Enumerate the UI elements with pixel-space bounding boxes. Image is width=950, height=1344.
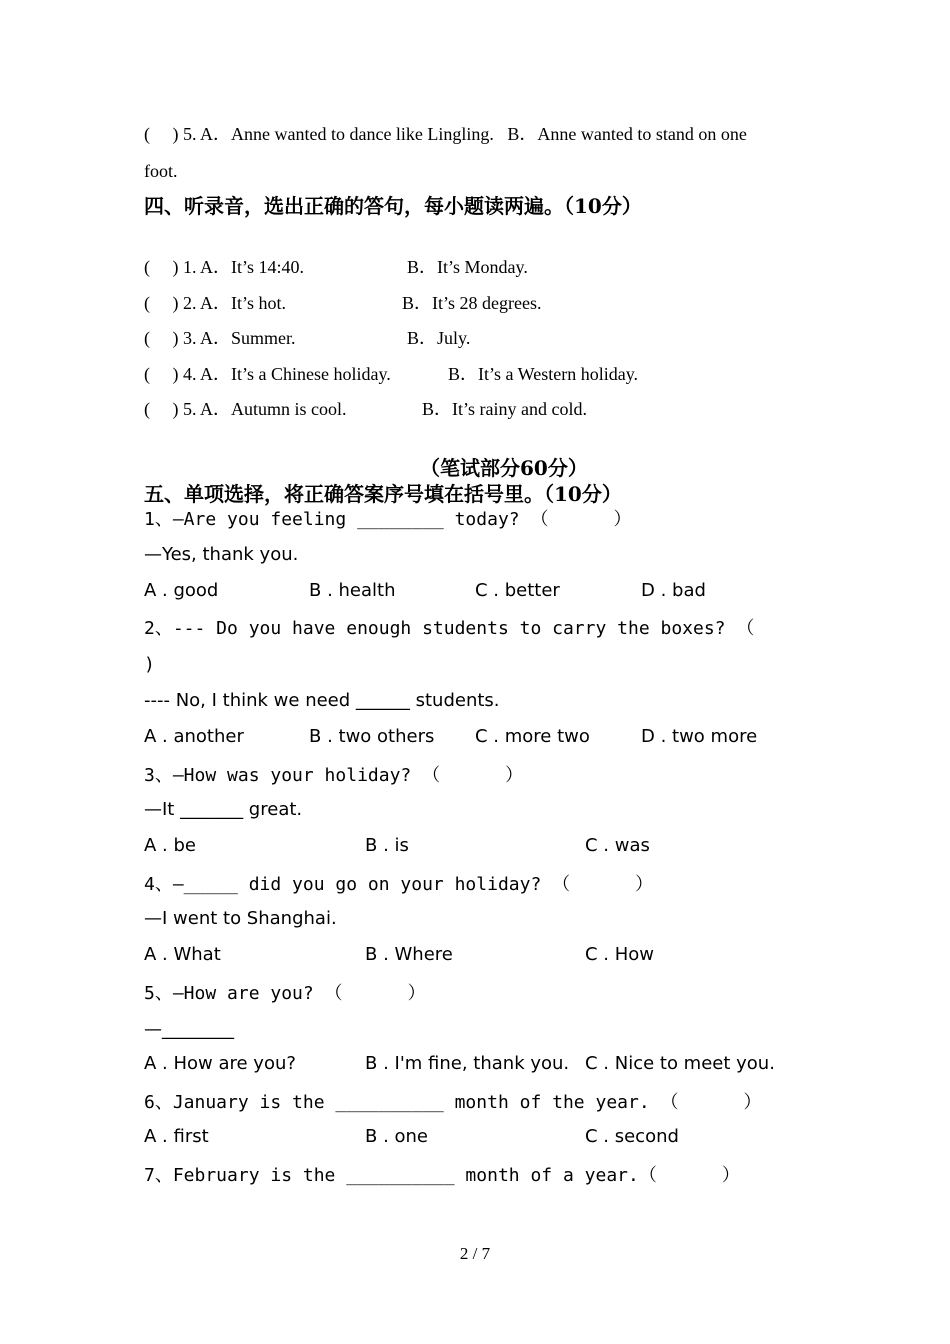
s4-q2-stem: ( ) 2. A．It’s hot. xyxy=(144,293,286,313)
written-part-title: （笔试部分60分） xyxy=(420,456,588,480)
s5-q4-option-b: B . Where xyxy=(365,944,453,965)
s4-q1-option-b: B．It’s Monday. xyxy=(407,257,528,277)
q3-5-line2: foot. xyxy=(144,161,178,181)
s4-q2-option-b: B．It’s 28 degrees. xyxy=(402,293,542,313)
s5-q2-option-c: C . more two xyxy=(475,726,590,747)
s5-q1-option-c: C . better xyxy=(475,580,560,601)
q3-5-line1: ( ) 5. A．Anne wanted to dance like Lingling. B．Anne wanted to stand on one xyxy=(144,124,747,144)
s5-q5-option-a: A . How are you? xyxy=(144,1053,296,1074)
s4-q3-stem: ( ) 3. A．Summer. xyxy=(144,328,296,348)
s5-q3-option-c: C . was xyxy=(585,835,650,856)
s5-q2-option-a: A . another xyxy=(144,726,244,747)
s5-q2-reply: ---- No, I think we need ______ students. xyxy=(144,690,500,711)
s4-q5-stem: ( ) 5. A．Autumn is cool. xyxy=(144,399,347,419)
s5-q2-option-b: B . two others xyxy=(309,726,435,747)
s5-q5-option-c: C . Nice to meet you. xyxy=(585,1053,775,1074)
s5-q3-reply: —It _______ great. xyxy=(144,799,303,820)
s5-q1-stem: 1、—Are you feeling ________ today? （ ） xyxy=(144,509,632,530)
s4-q5-option-b: B．It’s rainy and cold. xyxy=(422,399,587,419)
s5-q5-stem: 5、—How are you? （ ） xyxy=(144,983,426,1004)
s5-q3-stem: 3、—How was your holiday? （ ） xyxy=(144,765,524,786)
s4-q1-stem: ( ) 1. A．It’s 14:40. xyxy=(144,257,304,277)
s5-q7-stem: 7、February is the __________ month of a year.（ ） xyxy=(144,1165,740,1186)
s5-q2-option-d: D . two more xyxy=(641,726,758,747)
s5-q6-option-a: A . first xyxy=(144,1126,209,1147)
s5-q1-option-a: A . good xyxy=(144,580,219,601)
s5-q6-stem: 6、January is the __________ month of the year. （ ） xyxy=(144,1092,762,1113)
page-number: 2 / 7 xyxy=(459,1244,491,1263)
s5-q6-option-c: C . second xyxy=(585,1126,679,1147)
s4-q3-option-b: B．July. xyxy=(407,328,471,348)
s5-q1-reply: —Yes, thank you. xyxy=(144,544,299,565)
s5-q4-stem: 4、—_____ did you go on your holiday? （ ） xyxy=(144,874,654,895)
s5-q2-stem-cont: ) xyxy=(144,654,155,675)
s5-q6-option-b: B . one xyxy=(365,1126,429,1147)
s5-q4-option-c: C . How xyxy=(585,944,655,965)
section4-heading: 四、听录音，选出正确的答句，每小题读两遍。（10分） xyxy=(144,194,642,218)
s4-q4-option-b: B．It’s a Western holiday. xyxy=(448,364,639,384)
s5-q4-option-a: A . What xyxy=(144,944,221,965)
s5-q1-option-d: D . bad xyxy=(641,580,706,601)
s5-q5-reply: —________ xyxy=(144,1019,234,1040)
s4-q4-stem: ( ) 4. A．It’s a Chinese holiday. xyxy=(144,364,391,384)
s5-q3-option-a: A . be xyxy=(144,835,196,856)
s5-q3-option-b: B . is xyxy=(365,835,409,856)
s5-q1-option-b: B . health xyxy=(309,580,396,601)
s5-q5-option-b: B . I'm fine, thank you. xyxy=(365,1053,570,1074)
section5-heading: 五、单项选择，将正确答案序号填在括号里。（10分） xyxy=(144,482,622,506)
s5-q2-stem: 2、--- Do you have enough students to carry the boxes? （ xyxy=(144,618,755,639)
s5-q4-reply: —I went to Shanghai. xyxy=(144,908,337,929)
